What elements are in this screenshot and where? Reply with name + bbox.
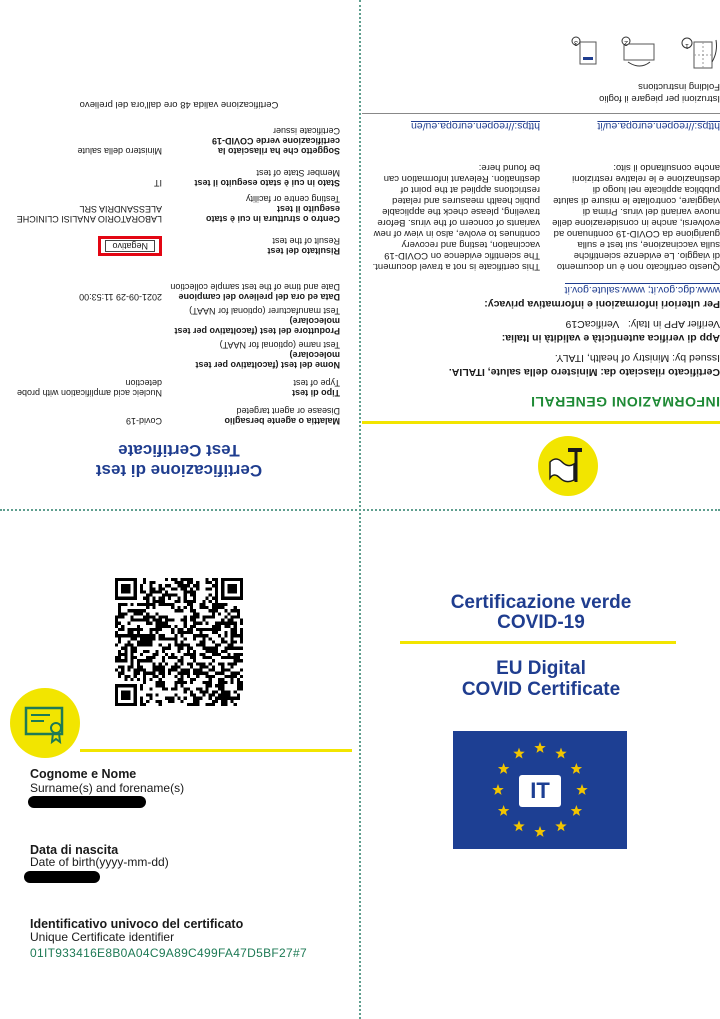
uci-value: 01IT933416E8B0A04C9A89C499FA47D5BF27#7 xyxy=(30,946,307,960)
cover-panel xyxy=(362,512,720,1019)
privacy-links[interactable]: www.dgc.gov.it; www.salute.gov.it xyxy=(564,284,720,296)
cover-title-en-2: COVID Certificate xyxy=(461,679,621,700)
folding-step-3-icon: 3 xyxy=(566,36,610,70)
cover-title-it-2: COVID-19 xyxy=(497,612,585,633)
eu-star xyxy=(576,784,587,795)
flag-badge xyxy=(538,436,598,496)
travel-text-it: Questo certificato non è un documento di viaggio. Le evidenze scientifiche sulla vaccinazione, sui test e sulla guarigione da COVID-19 continuano ad evolversi, anche in considerazione delle nuove varianti del virus. Prima di viaggiare, controllate le misure di salute pubblica applicate nel luogo di destinazione e le relative restrizioni anche consultando il sito: xyxy=(552,162,720,272)
dob-redaction xyxy=(24,871,100,883)
eu-star xyxy=(555,820,566,831)
issued-by-en: Issued by: Ministry of health, ITALY. xyxy=(554,352,720,364)
issued-by-it: Certificato rilasciato da: Ministero della salute, ITALIA. xyxy=(448,366,720,378)
result-value: Negativo xyxy=(105,240,155,252)
country-code: IT xyxy=(519,775,561,807)
eu-star xyxy=(492,784,503,795)
uci-label-it: Identificativo univoco del certificato xyxy=(30,917,244,931)
eu-star xyxy=(571,763,582,774)
folding-step-1-icon: 1 xyxy=(676,36,720,70)
certificate-badge xyxy=(10,688,80,758)
eu-flag xyxy=(453,731,627,849)
reopen-link-en[interactable]: https://reopen.europa.eu/en xyxy=(410,120,540,132)
eu-star xyxy=(555,748,566,759)
name-redaction xyxy=(28,796,146,808)
yellow-rule xyxy=(362,421,720,424)
yellow-rule-holder xyxy=(80,749,352,752)
eu-star xyxy=(571,805,582,816)
links-rule xyxy=(362,113,720,114)
app-label: App di verifica autenticità e validità in Italia: xyxy=(501,332,720,344)
folding-label-en: Folding instructions xyxy=(638,81,720,92)
test-certificate-title-it: Certificazione di test xyxy=(95,461,263,480)
dob-label-it: Data di nascita xyxy=(30,843,119,857)
eu-star xyxy=(498,805,509,816)
qr-code xyxy=(115,578,243,706)
eu-star xyxy=(498,763,509,774)
privacy-label: Per ulteriori informazioni e informativa privacy: xyxy=(484,298,720,310)
validity-note: Certificazione valida 48 ore dall'ora del prelievo xyxy=(79,99,279,110)
reopen-link-it[interactable]: https://reopen.europa.eu/it xyxy=(597,120,720,132)
test-certificate-panel: Certificazione di test Test Certificate Malattia o agente bersaglio Disease or agent targeted Covid-19 Tipo di test Type of test Nucleic acid amplification with probe detection Nome del test (facoltativo per test molecolare) Test name (optional for NAAT) Produttore del test (facoltativo per test molecolare) Test manufacturer (optional for NAAT) Data ed ora del prelievo del campione Date and time of the test sample collection 2021-09-29 11:53:00 Risultato del test Result of the test Negativo Centro o struttura in cui è stato eseguito il test Testing centre or facility LABORATORIO ANALISI CLINICHE ALESSANDRIA SRL Stato in cui è stato eseguito il test Member State of test IT Soggetto che ha rilasciato la certificazione verde COVID-19 Certificate issuer Ministero della salute Certificazione valida 48 ore dall'ora del prelievo xyxy=(0,0,358,508)
flag-icon xyxy=(538,436,598,496)
certificate-icon xyxy=(10,688,80,758)
folding-step-2-icon: 2 xyxy=(616,36,660,70)
cover-title-en-1: EU Digital xyxy=(496,658,586,679)
eu-star xyxy=(513,748,524,759)
travel-text-en: This certificate is not a travel document. The scientific evidence on COVID-19 vaccination, testing and recovery continues to evolve, also in view of new variants of concern of the virus. Before traveling, please check the applicable public health measures and related restrictions applied at the point of destination. Relevant information can be found here: xyxy=(372,162,540,272)
eu-star xyxy=(534,826,545,837)
dob-label-en: Date of birth(yyyy-mm-dd) xyxy=(30,855,169,869)
app-line: Verifier APP in Italy: VerificaC19 xyxy=(565,318,720,330)
app-name: VerificaC19 xyxy=(565,318,620,330)
test-certificate-title-en: Test Certificate xyxy=(118,441,240,460)
cover-title-it-1: Certificazione verde xyxy=(450,592,632,613)
uci-label-en: Unique Certificate identifier xyxy=(30,930,175,944)
result-highlight xyxy=(98,236,162,256)
name-label-en: Surname(s) and forename(s) xyxy=(30,781,185,795)
general-info-title: INFORMAZIONI GENERALI xyxy=(530,394,720,410)
folding-label-it: Istruzioni per piegare il foglio xyxy=(599,93,720,104)
eu-star xyxy=(513,820,524,831)
fold-line-vertical xyxy=(359,0,361,1019)
eu-star xyxy=(534,742,545,753)
holder-panel xyxy=(0,512,358,1019)
name-label-it: Cognome e Nome xyxy=(30,767,137,781)
general-info-panel xyxy=(362,0,720,508)
yellow-rule-cover xyxy=(400,641,676,644)
